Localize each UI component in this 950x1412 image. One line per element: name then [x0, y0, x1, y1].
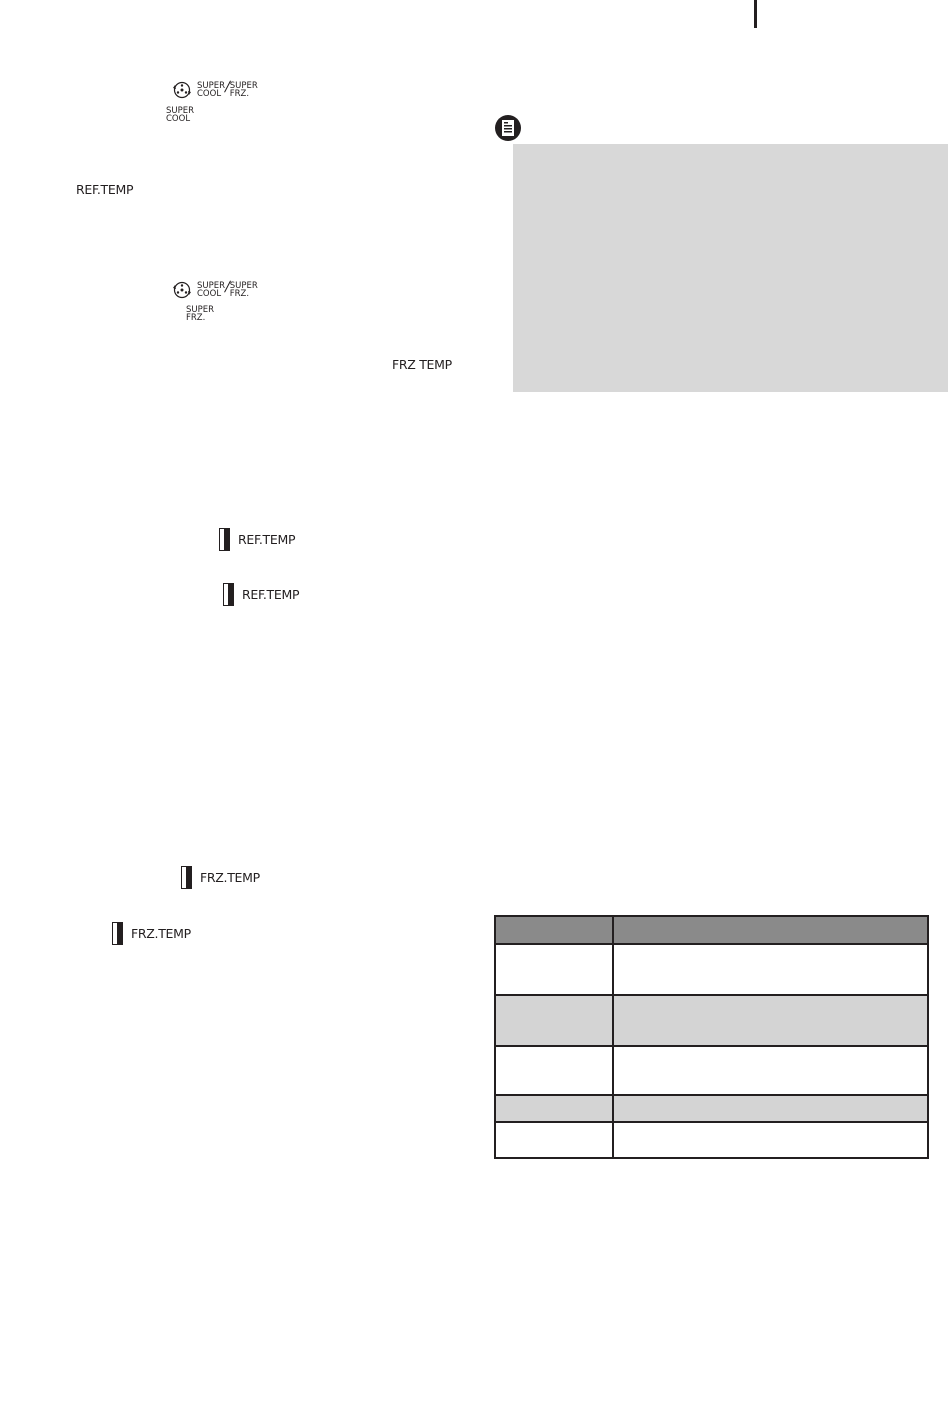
table-row — [495, 944, 928, 995]
slash-separator: / — [223, 79, 232, 95]
ref-temp-label-2: REF.TEMP — [242, 587, 300, 602]
super-cool-line1: SUPER — [166, 106, 195, 116]
frz-temp-label-2: FRZ.TEMP — [131, 926, 191, 941]
frz-temp-label: FRZ TEMP — [392, 357, 452, 372]
label-frz: FRZ. — [229, 89, 250, 99]
table-cell — [613, 995, 928, 1046]
table-header-cell — [613, 916, 928, 944]
label-cool: COOL — [197, 289, 222, 299]
table-header-cell — [495, 916, 613, 944]
temperature-bar-icon — [181, 866, 192, 889]
table-cell — [613, 1095, 928, 1122]
label-super-right: SUPER — [229, 281, 258, 291]
frz-temp-label-1: FRZ.TEMP — [200, 870, 260, 885]
label-super-right: SUPER — [229, 81, 258, 91]
super-frz-indicator — [186, 306, 214, 322]
label-frz: FRZ. — [229, 289, 250, 299]
table-cell — [613, 944, 928, 995]
label-super-left: SUPER — [197, 81, 226, 91]
table-cell — [613, 1046, 928, 1095]
ref-temp-label-1: REF.TEMP — [238, 532, 296, 547]
top-divider-line — [754, 0, 757, 28]
frz-temp-button-1[interactable] — [181, 866, 260, 889]
table-cell — [495, 1046, 613, 1095]
fan-cycle-icon — [171, 280, 193, 300]
table-cell — [495, 995, 613, 1046]
note-document-icon — [493, 113, 523, 143]
table-cell — [495, 1095, 613, 1122]
ref-temp-label: REF.TEMP — [76, 182, 134, 197]
note-box — [513, 144, 948, 392]
label-super-left: SUPER — [197, 281, 226, 291]
super-cool-super-frz-button-1[interactable] — [171, 80, 258, 100]
table-cell — [495, 944, 613, 995]
table-row — [495, 1122, 928, 1158]
super-cool-indicator — [166, 107, 194, 123]
temperature-bar-icon — [112, 922, 123, 945]
super-cool-line2: COOL — [166, 114, 191, 124]
temperature-bar-icon — [223, 583, 234, 606]
fan-cycle-icon — [171, 80, 193, 100]
super-frz-line2: FRZ. — [186, 313, 206, 323]
table-row — [495, 1095, 928, 1122]
slash-separator: / — [223, 279, 232, 295]
super-frz-line1: SUPER — [186, 305, 215, 315]
ref-temp-button-1[interactable] — [219, 528, 295, 551]
table-cell — [613, 1122, 928, 1158]
label-cool: COOL — [197, 89, 222, 99]
frz-temp-button-2[interactable] — [112, 922, 191, 945]
ref-temp-button-2[interactable] — [223, 583, 299, 606]
table-row — [495, 995, 928, 1046]
temperature-bar-icon — [219, 528, 230, 551]
table-cell — [495, 1122, 613, 1158]
table-header-row — [495, 916, 928, 944]
super-cool-super-frz-button-2[interactable] — [171, 280, 258, 300]
table-row — [495, 1046, 928, 1095]
settings-table — [494, 915, 929, 1159]
